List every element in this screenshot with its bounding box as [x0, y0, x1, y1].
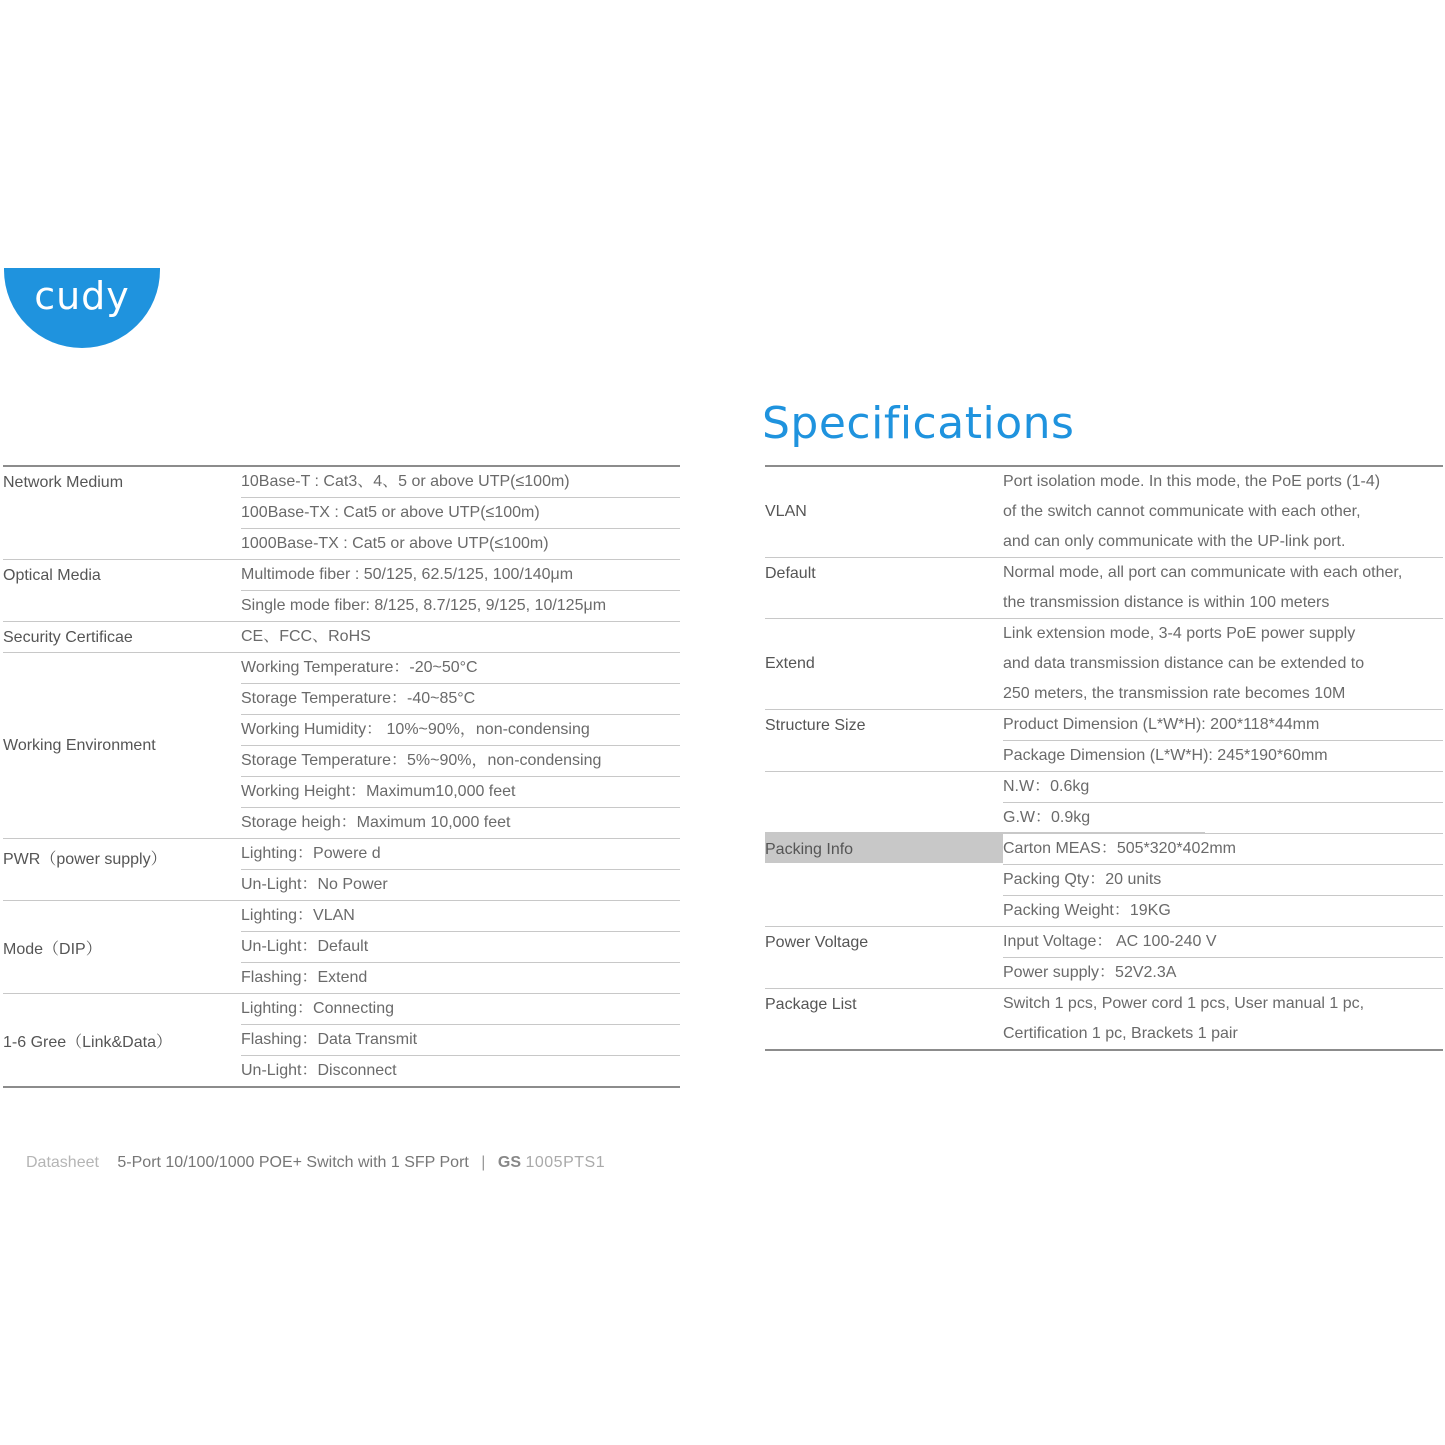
- spec-group: [765, 467, 1443, 557]
- spec-value: the transmission distance is within 100 meters: [1003, 594, 1330, 611]
- spec-label: Default: [765, 565, 816, 582]
- spec-value: 100Base-TX : Cat5 or above UTP(≤100m): [241, 497, 680, 528]
- spec-label: Working Environment: [3, 736, 156, 754]
- spec-value: Single mode fiber: 8/125, 8.7/125, 9/125, 10/125μm: [241, 590, 680, 621]
- spec-group: [765, 926, 1443, 988]
- spec-value: Packing Qty：20 units: [1003, 864, 1443, 895]
- spec-value: N.W：0.6kg: [1003, 778, 1090, 795]
- spec-group: [3, 652, 680, 838]
- spec-value: Storage heigh：Maximum 10,000 feet: [241, 807, 680, 838]
- spec-label: Network Medium: [3, 474, 124, 491]
- spec-group: [3, 900, 680, 993]
- footer-separator: |: [481, 1154, 486, 1171]
- spec-label: Package List: [765, 996, 857, 1013]
- spec-value: of the switch cannot communicate with each other,: [1003, 503, 1361, 520]
- footer-model-prefix: GS: [497, 1154, 522, 1171]
- spec-group: [3, 559, 680, 621]
- spec-group: [3, 838, 680, 900]
- spec-group: [765, 709, 1443, 771]
- spec-table-left: [3, 465, 680, 1088]
- spec-group: [3, 993, 680, 1086]
- spec-value: Product Dimension (L*W*H): 200*118*44mm: [1003, 716, 1320, 733]
- spec-value: Working Humidity： 10%~90%，non-condensing: [241, 714, 680, 745]
- spec-label: Structure Size: [765, 717, 866, 734]
- spec-value: Multimode fiber : 50/125, 62.5/125, 100/140μm: [241, 566, 574, 583]
- footer-datasheet-label: Datasheet: [26, 1154, 99, 1171]
- spec-value: Working Temperature：-20~50°C: [241, 659, 478, 676]
- spec-group: [765, 557, 1443, 618]
- spec-value: Un-Light：Default: [241, 931, 680, 962]
- spec-label: Power Voltage: [765, 934, 869, 951]
- logo-text: cudy: [34, 274, 130, 318]
- spec-value: Certification 1 pc, Brackets 1 pair: [1003, 1025, 1238, 1042]
- spec-label: Optical Media: [3, 567, 101, 584]
- spec-value: Working Height：Maximum10,000 feet: [241, 776, 680, 807]
- spec-value: 1000Base-TX : Cat5 or above UTP(≤100m): [241, 528, 680, 559]
- spec-value: 250 meters, the transmission rate becomes 10M: [1003, 685, 1346, 702]
- spec-value: Un-Light：No Power: [241, 869, 680, 900]
- spec-value: Lighting：Connecting: [241, 1000, 394, 1017]
- spec-group: [765, 618, 1443, 709]
- spec-group: [765, 988, 1443, 1049]
- spec-value: Port isolation mode. In this mode, the PoE ports (1-4): [1003, 473, 1381, 490]
- spec-table-right: [765, 465, 1443, 1051]
- spec-label: PWR（power supply）: [3, 851, 167, 868]
- spec-value: Lighting：Powere d: [241, 845, 381, 862]
- spec-value: G.W：0.9kg: [1003, 802, 1443, 833]
- spec-group: [3, 621, 680, 652]
- spec-label: 1-6 Gree（Link&Data）: [3, 1033, 172, 1051]
- spec-value: and data transmission distance can be extended to: [1003, 655, 1365, 672]
- spec-value: CE、FCC、RoHS: [241, 628, 371, 645]
- spec-value: 10Base-T : Cat3、4、5 or above UTP(≤100m): [241, 473, 570, 490]
- spec-value: Normal mode, all port can communicate with each other,: [1003, 564, 1403, 581]
- spec-value: Packing Weight：19KG: [1003, 895, 1443, 926]
- spec-label: VLAN: [765, 503, 807, 520]
- spec-value: Storage Temperature：-40~85°C: [241, 683, 680, 714]
- spec-label: Mode（DIP）: [3, 940, 102, 958]
- spec-value: and can only communicate with the UP-link port.: [1003, 533, 1346, 550]
- spec-value: Power supply：52V2.3A: [1003, 957, 1443, 988]
- footer: [26, 1154, 605, 1172]
- spec-label: Packing Info: [765, 841, 854, 858]
- footer-product-name: 5-Port 10/100/1000 POE+ Switch with 1 SFP Port: [117, 1154, 469, 1171]
- spec-value: Input Voltage： AC 100-240 V: [1003, 933, 1217, 950]
- spec-label: Extend: [765, 655, 815, 672]
- spec-value: Un-Light：Disconnect: [241, 1055, 680, 1086]
- spec-value: Lighting：VLAN: [241, 907, 355, 924]
- footer-model-number: 1005PTS1: [525, 1154, 606, 1171]
- cudy-logo: [4, 268, 160, 348]
- page-title: Specifications: [762, 398, 1075, 449]
- spec-group: [3, 467, 680, 559]
- spec-value: Package Dimension (L*W*H): 245*190*60mm: [1003, 740, 1443, 771]
- spec-value: Flashing：Extend: [241, 962, 680, 993]
- spec-value: Flashing：Data Transmit: [241, 1024, 680, 1055]
- spec-value: Carton MEAS：505*320*402mm: [1003, 833, 1443, 864]
- spec-group: [765, 771, 1443, 926]
- spec-value: Link extension mode, 3-4 ports PoE power supply: [1003, 625, 1356, 642]
- spec-label: Security Certificae: [3, 629, 133, 646]
- spec-value: Storage Temperature：5%~90%，non-condensing: [241, 745, 680, 776]
- spec-value: Switch 1 pcs, Power cord 1 pcs, User manual 1 pc,: [1003, 995, 1365, 1012]
